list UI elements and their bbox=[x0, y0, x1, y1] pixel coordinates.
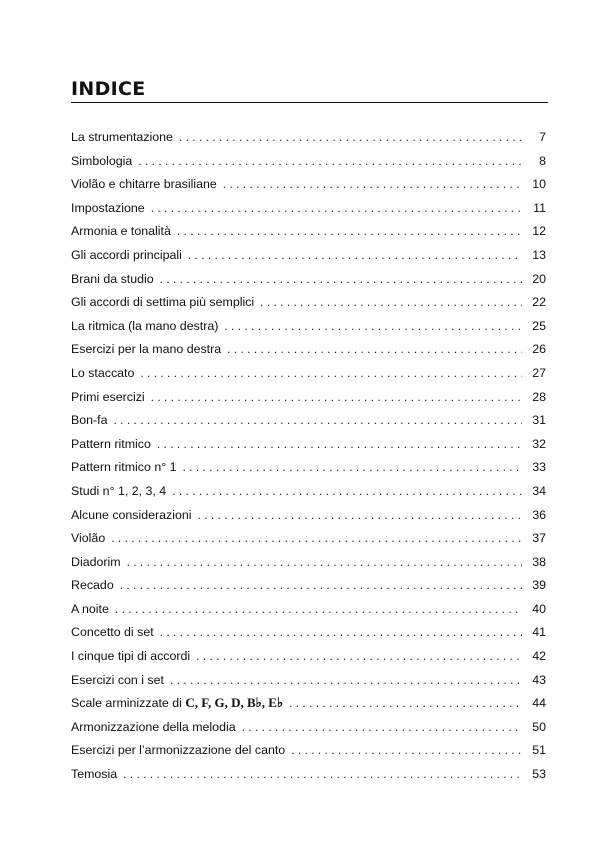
toc-entry-title bbox=[71, 363, 134, 383]
toc-entry-title bbox=[71, 764, 117, 784]
dot-leader bbox=[242, 717, 522, 737]
toc-entry-title-text: Studi n° 1, 2, 3, 4 bbox=[71, 483, 167, 498]
toc-entry-title bbox=[71, 622, 154, 642]
toc-entry bbox=[71, 269, 546, 293]
toc-entry bbox=[71, 693, 546, 717]
dot-leader bbox=[160, 622, 522, 642]
toc-entry-title bbox=[71, 245, 182, 265]
dot-leader bbox=[291, 740, 522, 760]
toc-entry-title-text: Violão bbox=[71, 531, 106, 546]
toc-entry-title-text: Scale arminizzate di bbox=[71, 696, 182, 711]
page-title: INDICE bbox=[71, 78, 146, 100]
toc-entry-title bbox=[71, 434, 151, 454]
dot-leader bbox=[151, 387, 522, 407]
toc-entry-page-number: 34 bbox=[532, 483, 546, 498]
dot-leader bbox=[111, 528, 522, 548]
toc-entry-title-text: Esercizi per la mano destra bbox=[71, 342, 222, 357]
toc-entry-title-text: Bon-fa bbox=[71, 413, 108, 428]
toc-entry bbox=[71, 528, 546, 552]
toc-entry-title-text: Temosia bbox=[71, 767, 118, 782]
toc-entry-title-text: Recado bbox=[71, 578, 114, 593]
toc-entry-title-text: Esercizi con i set bbox=[71, 672, 164, 687]
dot-leader bbox=[260, 292, 522, 312]
dot-leader bbox=[177, 221, 522, 241]
toc-entry bbox=[71, 622, 546, 646]
toc-entry-title bbox=[71, 717, 236, 737]
toc-entry bbox=[71, 457, 546, 481]
toc-entry-chords: C, F, G, D, B♭, E♭ bbox=[185, 695, 284, 711]
toc-entry-title bbox=[71, 410, 108, 430]
table-of-contents bbox=[71, 127, 546, 788]
toc-entry-page-number: 38 bbox=[532, 554, 546, 569]
toc-entry-title-text: A noite bbox=[71, 601, 109, 616]
toc-entry-page-number: 10 bbox=[532, 177, 546, 192]
toc-entry-title-text: Concetto di set bbox=[71, 625, 154, 640]
toc-entry-page-number: 51 bbox=[532, 743, 546, 758]
dot-leader bbox=[123, 764, 522, 784]
toc-entry-title bbox=[71, 528, 105, 548]
toc-entry-page-number: 8 bbox=[539, 153, 546, 168]
toc-entry bbox=[71, 292, 546, 316]
dot-leader bbox=[140, 363, 522, 383]
toc-entry bbox=[71, 316, 546, 340]
toc-entry-title bbox=[71, 316, 218, 336]
toc-entry-title bbox=[71, 481, 166, 501]
toc-entry bbox=[71, 740, 546, 764]
toc-entry-page-number: 36 bbox=[532, 507, 546, 522]
toc-entry bbox=[71, 717, 546, 741]
toc-entry bbox=[71, 552, 546, 576]
dot-leader bbox=[114, 410, 522, 430]
dot-leader bbox=[170, 670, 522, 690]
toc-entry-title-text: I cinque tipi di accordi bbox=[71, 649, 191, 664]
toc-entry-title-text: Diadorim bbox=[71, 554, 121, 569]
toc-entry-title-text: La strumentazione bbox=[71, 130, 173, 144]
dot-leader bbox=[179, 127, 522, 147]
toc-entry bbox=[71, 410, 546, 434]
toc-entry-title bbox=[71, 292, 254, 312]
title-underline bbox=[71, 102, 548, 103]
toc-entry-title-text: Esercizi per l’armonizzazione del canto bbox=[71, 743, 286, 758]
toc-entry bbox=[71, 575, 546, 599]
toc-entry bbox=[71, 245, 546, 269]
toc-entry-title bbox=[71, 151, 132, 171]
toc-entry-title-text: Primi esercizi bbox=[71, 389, 145, 404]
toc-entry-page-number: 44 bbox=[532, 696, 546, 711]
toc-entry-page-number: 42 bbox=[532, 649, 546, 664]
toc-entry-page-number: 7 bbox=[539, 130, 546, 144]
toc-entry-title-text: Pattern ritmico bbox=[71, 436, 151, 451]
toc-entry-page-number: 28 bbox=[532, 389, 546, 404]
toc-entry bbox=[71, 387, 546, 411]
dot-leader bbox=[188, 245, 522, 265]
toc-entry-title bbox=[71, 339, 221, 359]
toc-entry bbox=[71, 363, 546, 387]
toc-entry-title-text: Armonia e tonalità bbox=[71, 224, 171, 239]
toc-entry-page-number: 13 bbox=[532, 247, 546, 262]
toc-entry-page-number: 12 bbox=[532, 224, 546, 239]
toc-entry-page-number: 20 bbox=[532, 271, 546, 286]
toc-entry-title bbox=[71, 221, 171, 241]
toc-entry-title-text: Impostazione bbox=[71, 200, 145, 215]
toc-entry-page-number: 11 bbox=[533, 200, 546, 215]
toc-entry-page-number: 22 bbox=[532, 295, 546, 310]
toc-entry-title bbox=[71, 174, 217, 194]
dot-leader bbox=[289, 693, 522, 713]
dot-leader bbox=[160, 269, 522, 289]
dot-leader bbox=[196, 646, 522, 666]
toc-entry-title bbox=[71, 457, 177, 477]
dot-leader bbox=[138, 151, 522, 171]
dot-leader bbox=[198, 505, 522, 525]
dot-leader bbox=[157, 434, 522, 454]
toc-entry-title bbox=[71, 387, 145, 407]
toc-entry-title bbox=[71, 269, 154, 289]
toc-entry-page-number: 33 bbox=[532, 460, 546, 475]
dot-leader bbox=[227, 339, 522, 359]
toc-entry-title bbox=[71, 599, 109, 619]
toc-entry-page-number: 43 bbox=[532, 672, 546, 687]
toc-entry-page-number: 25 bbox=[532, 318, 546, 333]
toc-entry-title-text: Gli accordi di settima più semplici bbox=[71, 295, 255, 310]
toc-entry bbox=[71, 481, 546, 505]
toc-entry-title-text: Gli accordi principali bbox=[71, 247, 182, 262]
dot-leader bbox=[172, 481, 522, 501]
toc-entry-page-number: 50 bbox=[532, 719, 546, 734]
toc-entry-page-number: 40 bbox=[532, 601, 546, 616]
toc-entry bbox=[71, 198, 546, 222]
toc-entry-title bbox=[71, 646, 190, 666]
toc-entry-title bbox=[71, 575, 114, 595]
toc-entry-page-number: 26 bbox=[532, 342, 546, 357]
toc-entry bbox=[71, 646, 546, 670]
toc-entry bbox=[71, 151, 546, 175]
toc-entry-title bbox=[71, 127, 173, 147]
toc-entry-title bbox=[71, 505, 192, 525]
toc-entry-title-text: Violão e chitarre brasiliane bbox=[71, 177, 217, 192]
toc-entry-page-number: 31 bbox=[532, 413, 546, 428]
toc-entry bbox=[71, 339, 546, 363]
toc-entry-page-number: 41 bbox=[532, 625, 546, 640]
dot-leader bbox=[183, 457, 523, 477]
toc-entry bbox=[71, 764, 546, 788]
toc-entry-title bbox=[71, 552, 121, 572]
toc-entry-title bbox=[71, 693, 283, 713]
dot-leader bbox=[224, 316, 522, 336]
toc-entry bbox=[71, 174, 546, 198]
toc-entry-page-number: 27 bbox=[532, 365, 546, 380]
dot-leader bbox=[115, 599, 522, 619]
toc-entry-title-text: Brani da studio bbox=[71, 271, 154, 286]
toc-entry-title-text: Simbologia bbox=[71, 153, 133, 168]
toc-entry bbox=[71, 221, 546, 245]
toc-entry-title-text: Pattern ritmico n° 1 bbox=[71, 460, 177, 475]
toc-entry-title bbox=[71, 198, 145, 218]
toc-entry-title-text: La ritmica (la mano destra) bbox=[71, 318, 219, 333]
toc-entry bbox=[71, 599, 546, 623]
toc-entry-title-text: Armonizzazione della melodia bbox=[71, 719, 236, 734]
toc-entry bbox=[71, 670, 546, 694]
dot-leader bbox=[127, 552, 522, 572]
dot-leader bbox=[120, 575, 522, 595]
toc-entry-title-text: Alcune considerazioni bbox=[71, 507, 192, 522]
toc-entry-page-number: 53 bbox=[532, 767, 546, 782]
toc-entry-page-number: 37 bbox=[532, 531, 546, 546]
toc-entry-title bbox=[71, 670, 164, 690]
dot-leader bbox=[223, 174, 522, 194]
toc-entry-page-number: 39 bbox=[532, 578, 546, 593]
toc-entry-title-text: Lo staccato bbox=[71, 365, 135, 380]
toc-entry bbox=[71, 434, 546, 458]
toc-entry bbox=[71, 505, 546, 529]
toc-entry-page-number: 32 bbox=[532, 436, 546, 451]
toc-entry bbox=[71, 127, 546, 151]
toc-entry-title bbox=[71, 740, 285, 760]
dot-leader bbox=[151, 198, 522, 218]
